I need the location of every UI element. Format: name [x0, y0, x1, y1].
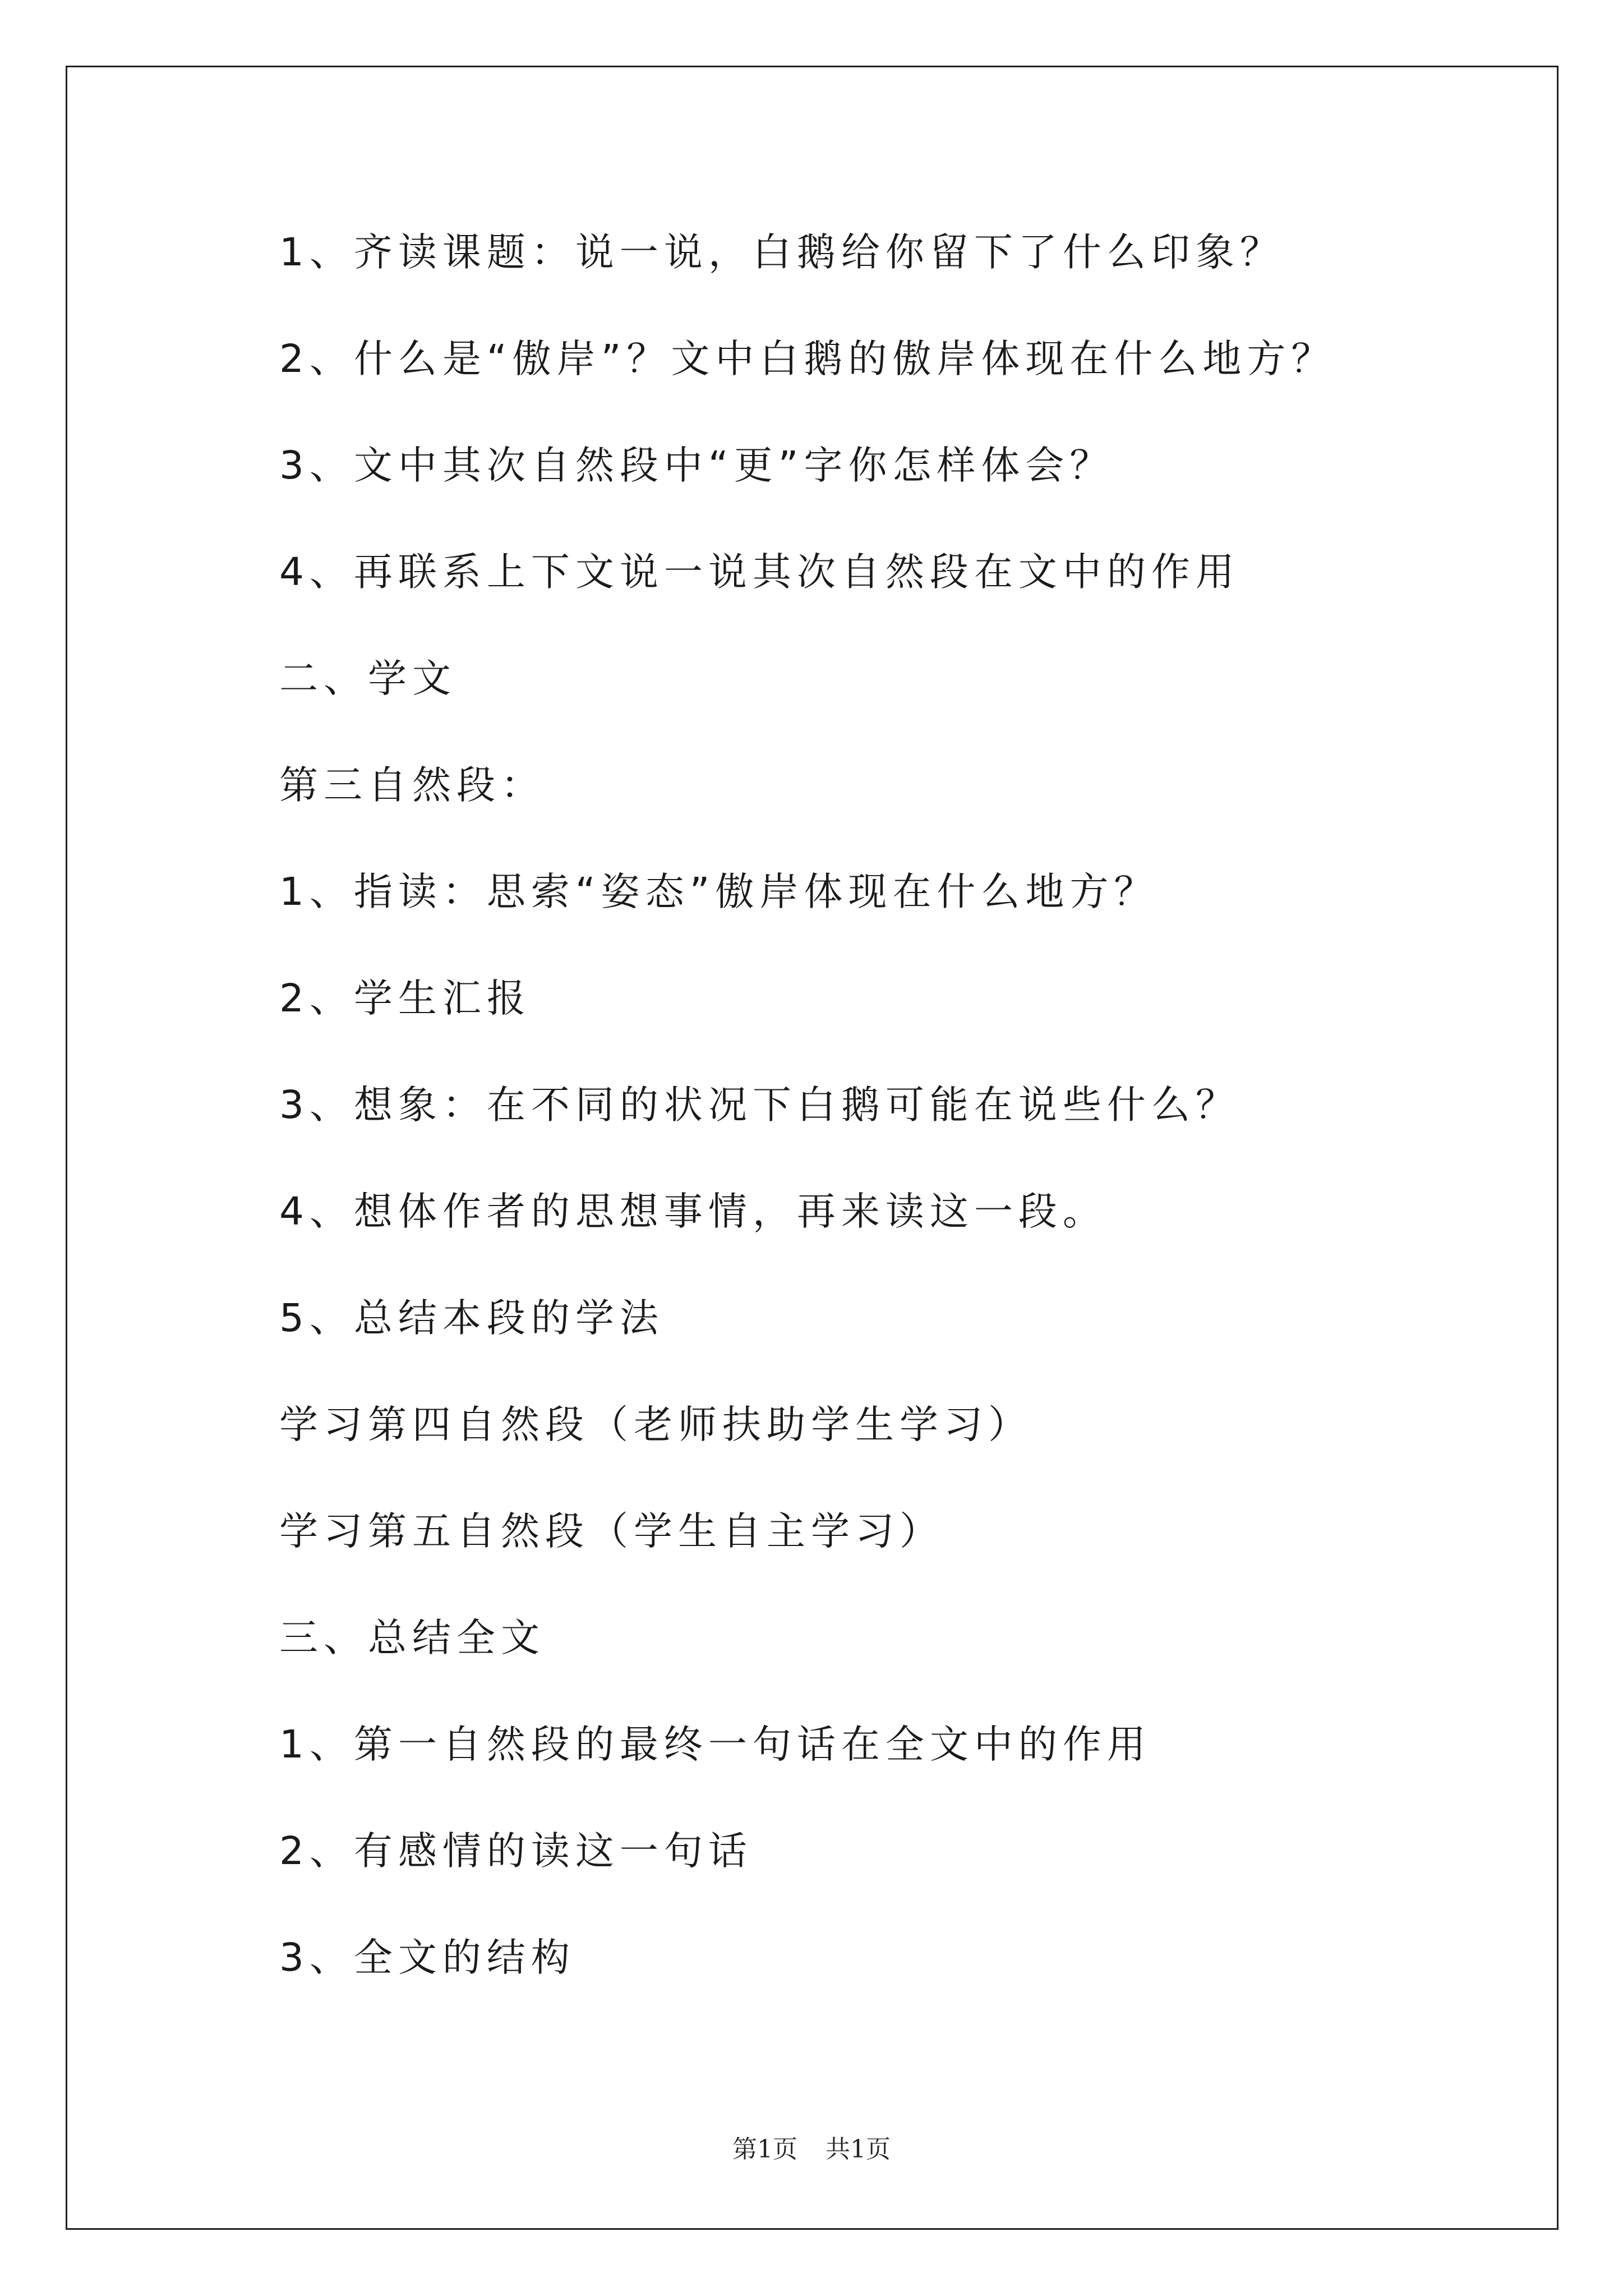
text-line: 1、齐读课题：说一说，白鹅给你留下了什么印象？	[279, 230, 1284, 275]
text-line: 1、第一自然段的最终一句话在全文中的作用	[279, 1722, 1151, 1767]
text-line: 3、想象：在不同的状况下白鹅可能在说些什么？	[279, 1083, 1240, 1128]
text-line: 4、再联系上下文说一说其次自然段在文中的作用	[279, 550, 1240, 595]
page-number-current: 第1页	[732, 2135, 797, 2164]
text-line: 3、文中其次自然段中“更”字你怎样体会？	[279, 443, 1114, 488]
text-line: 5、总结本段的学法	[279, 1296, 664, 1341]
page-number-total: 共1页	[826, 2135, 891, 2164]
text-line: 3、全文的结构	[279, 1935, 575, 1980]
text-line: 学习第五自然段（学生自主学习）	[279, 1509, 944, 1554]
text-line: 2、有感情的读这一句话	[279, 1829, 753, 1874]
text-line: 1、指读：思索“姿态”傲岸体现在什么地方？	[279, 869, 1159, 914]
section-heading: 二、学文	[279, 656, 457, 701]
text-line: 4、想体作者的思想事情，再来读这一段。	[279, 1189, 1107, 1234]
subsection-heading: 第三自然段：	[279, 763, 545, 808]
text-line: 2、什么是“傲岸”？文中白鹅的傲岸体现在什么地方？	[279, 337, 1336, 381]
page-footer	[0, 2129, 1623, 2165]
text-line: 学习第四自然段（老师扶助学生学习）	[279, 1402, 1032, 1447]
document-body	[279, 223, 1485, 2035]
text-line: 2、学生汇报	[279, 976, 531, 1021]
section-heading: 三、总结全文	[279, 1616, 545, 1660]
